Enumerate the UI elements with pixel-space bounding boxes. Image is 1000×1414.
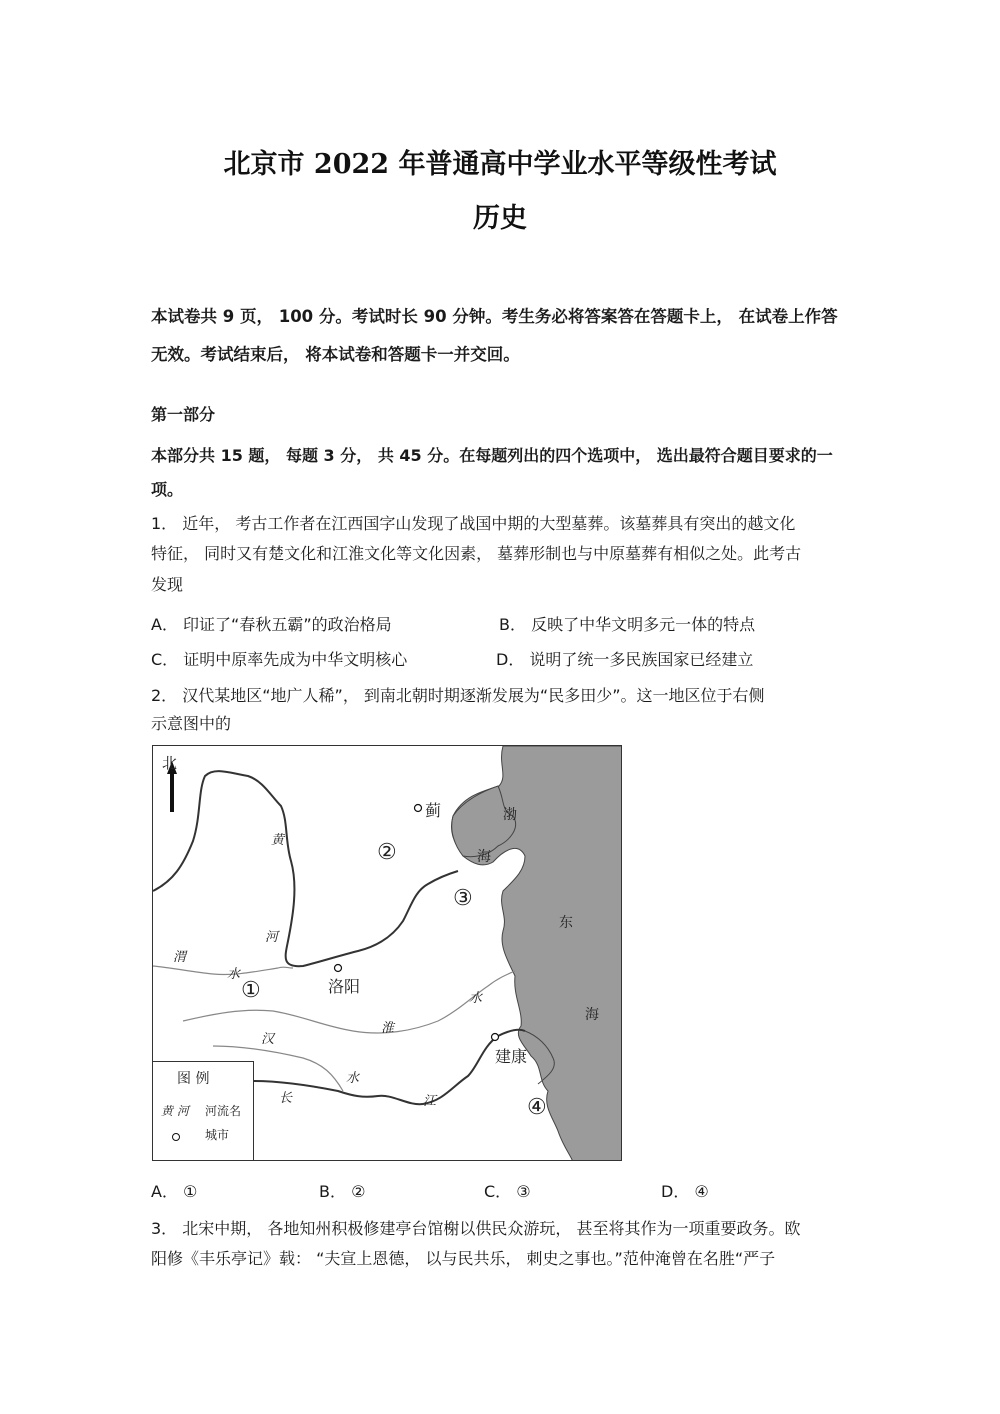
wei-river [153, 966, 293, 975]
donghai-label-2: 海 [585, 1007, 599, 1023]
jiankang-label: 建康 [495, 1047, 528, 1066]
weishui-label-1: 渭 [173, 950, 187, 965]
luoyang-label: 洛阳 [328, 977, 361, 996]
huanghe-label-1: 黄 [271, 833, 285, 848]
historical-map [152, 745, 622, 1161]
part-description-line-2: 项。 [151, 480, 184, 499]
ji-label: 蓟 [425, 801, 442, 820]
q3-stem-line-1: 3． 北宋中期， 各地知州积极修建亭台馆榭以供民众游玩， 甚至将其作为一项重要政务。欧 [151, 1219, 801, 1238]
q1-option-d: D． 说明了统一多民族国家已经建立 [496, 650, 754, 669]
q1-option-b: B． 反映了中华文明多元一体的特点 [499, 615, 756, 634]
part-description-line-1: 本部分共 15 题， 每题 3 分， 共 45 分。在每题列出的四个选项中， 选出最符合题目要求的一 [151, 446, 833, 465]
north-label: 北 [162, 754, 178, 772]
region-marker-2: ② [377, 840, 397, 865]
q1-option-a: A． 印证了“春秋五霸”的政治格局 [151, 615, 392, 634]
legend-title: 图 例 [177, 1071, 210, 1087]
q1-stem-line-2: 特征， 同时又有楚文化和江淮文化等文化因素， 墓葬形制也与中原墓葬有相似之处。此考古 [151, 544, 802, 563]
bohai-label-1: 渤 [503, 807, 517, 823]
q2-option-d: D． ④ [661, 1182, 709, 1201]
exam-title: 北京市 2022 年普通高中学业水平等级性考试 [223, 149, 777, 180]
instructions-line-2: 无效。考试结束后， 将本试卷和答题卡一并交回。 [151, 345, 520, 364]
yangtze-river [253, 1030, 528, 1104]
bohai-label-2: 海 [477, 849, 491, 865]
region-marker-4: ④ [527, 1095, 547, 1120]
huaishui-label-2: 水 [469, 991, 483, 1006]
instructions-line-1: 本试卷共 9 页， 100 分。考试时长 90 分钟。考生务必将答案答在答题卡上， 在试卷上作答 [151, 307, 838, 326]
hanshui-label-2: 水 [346, 1071, 360, 1086]
jiankang-city-icon [492, 1034, 499, 1041]
q2-stem-line-1: 2． 汉代某地区“地广人稀”， 到南北朝时期逐渐发展为“民多田少”。这一地区位于右侧 [151, 686, 765, 705]
luoyang-city-icon [335, 965, 342, 972]
q2-option-c: C． ③ [484, 1182, 531, 1201]
map-legend [153, 1061, 254, 1160]
q1-stem-line-3: 发现 [151, 575, 184, 594]
weishui-label-2: 水 [227, 967, 241, 982]
q2-option-a: A． ① [151, 1182, 198, 1201]
q1-option-c: C． 证明中原率先成为中华文明核心 [151, 650, 408, 669]
yellow-river [153, 771, 458, 966]
legend-city-icon [172, 1133, 180, 1141]
huanghe-label-2: 河 [265, 930, 279, 945]
donghai-label-1: 东 [559, 915, 573, 931]
q1-stem-line-1: 1． 近年， 考古工作者在江西国字山发现了战国中期的大型墓葬。该墓葬具有突出的越文化 [151, 514, 796, 533]
q3-stem-line-2: 阳修《丰乐亭记》载： “夫宣上恩德， 以与民共乐， 刺史之事也。”范仲淹曾在名胜“严子 [151, 1249, 776, 1268]
changjiang-label-1: 长 [279, 1091, 293, 1106]
hanshui-label-1: 汉 [261, 1032, 275, 1047]
q2-stem-line-2: 示意图中的 [151, 714, 232, 733]
part-heading: 第一部分 [151, 405, 216, 424]
exam-subject: 历史 [473, 203, 527, 234]
legend-city-text: 城市 [205, 1128, 230, 1142]
changjiang-label-2: 江 [423, 1094, 437, 1109]
huaishui-label-1: 淮 [381, 1021, 395, 1036]
region-marker-3: ③ [453, 886, 473, 911]
q2-option-b: B． ② [319, 1182, 366, 1201]
legend-river-text: 河流名 [205, 1104, 242, 1118]
legend-river-sample: 黄 河 [161, 1104, 189, 1118]
ji-city-icon [415, 805, 422, 812]
region-marker-1: ① [241, 978, 261, 1003]
